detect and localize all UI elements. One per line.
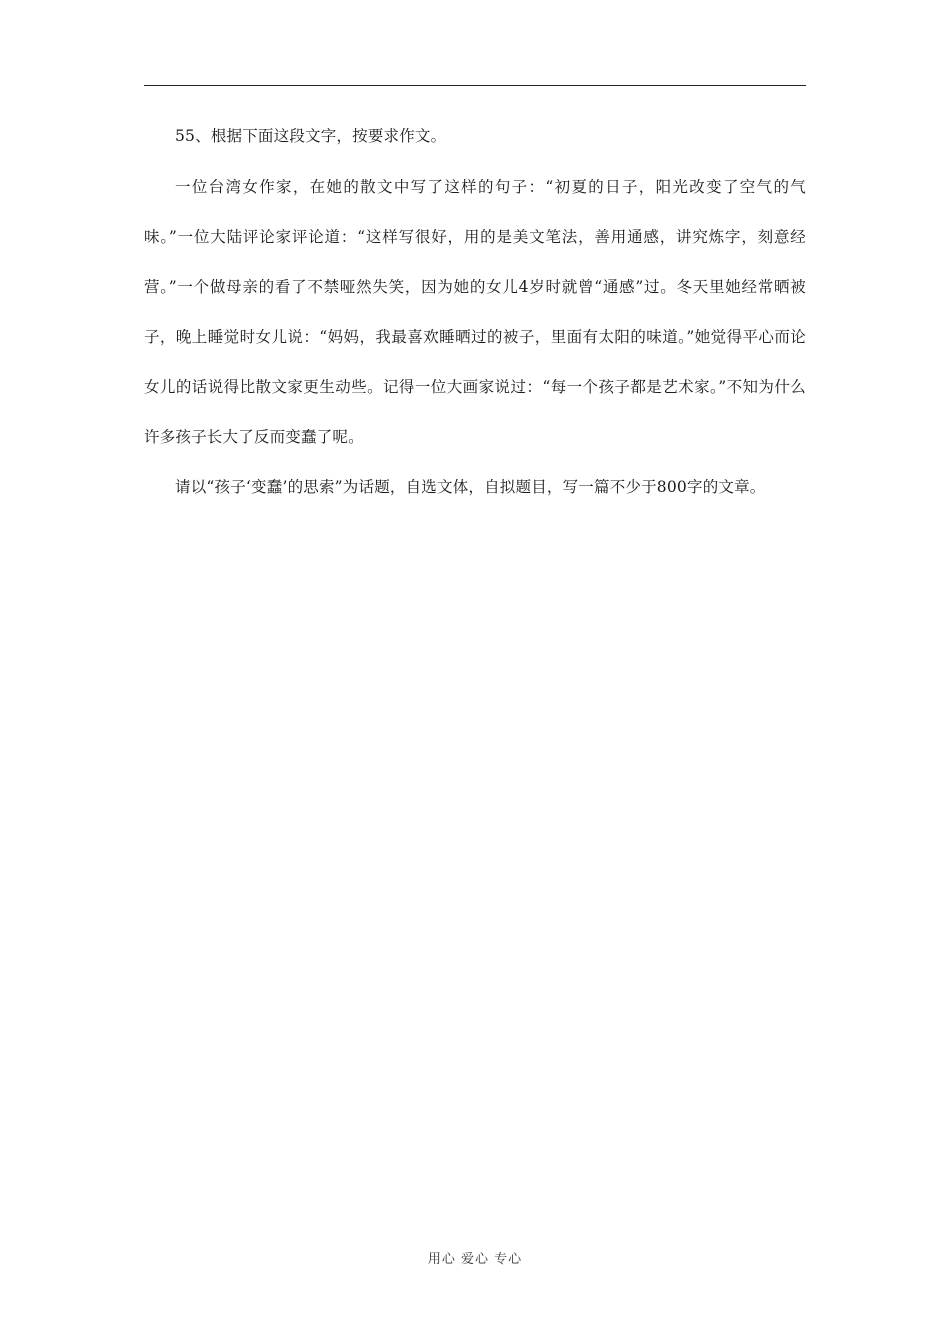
document-body: [144, 118, 806, 512]
header-rule: [144, 85, 806, 86]
question-prompt: 55、根据下面这段文字，按要求作文。: [175, 127, 447, 145]
writing-task: 请以“孩子‘变蠢’的思索”为话题，自选文体，自拟题目，写一篇不少于800字的文章。: [175, 478, 766, 496]
source-passage: 一位台湾女作家，在她的散文中写了这样的句子：“初夏的日子，阳光改变了空气的气味。”一位大陆评论家评论道：“这样写很好，用的是美文笔法，善用通感，讲究炼字，刻意经营。”一个做母亲的看了不禁哑然失笑，因为她的女儿4岁时就曾“通感”过。冬天里她经常晒被子，晚上睡觉时女儿说：“妈妈，我最喜欢睡晒过的被子，里面有太阳的味道。”她觉得平心而论女儿的话说得比散文家更生动些。记得一位大画家说过：“每一个孩子都是艺术家。”不知为什么许多孩子长大了反而变蠢了呢。: [144, 178, 806, 446]
page-footer: 用心 爱心 专心: [427, 1252, 523, 1267]
